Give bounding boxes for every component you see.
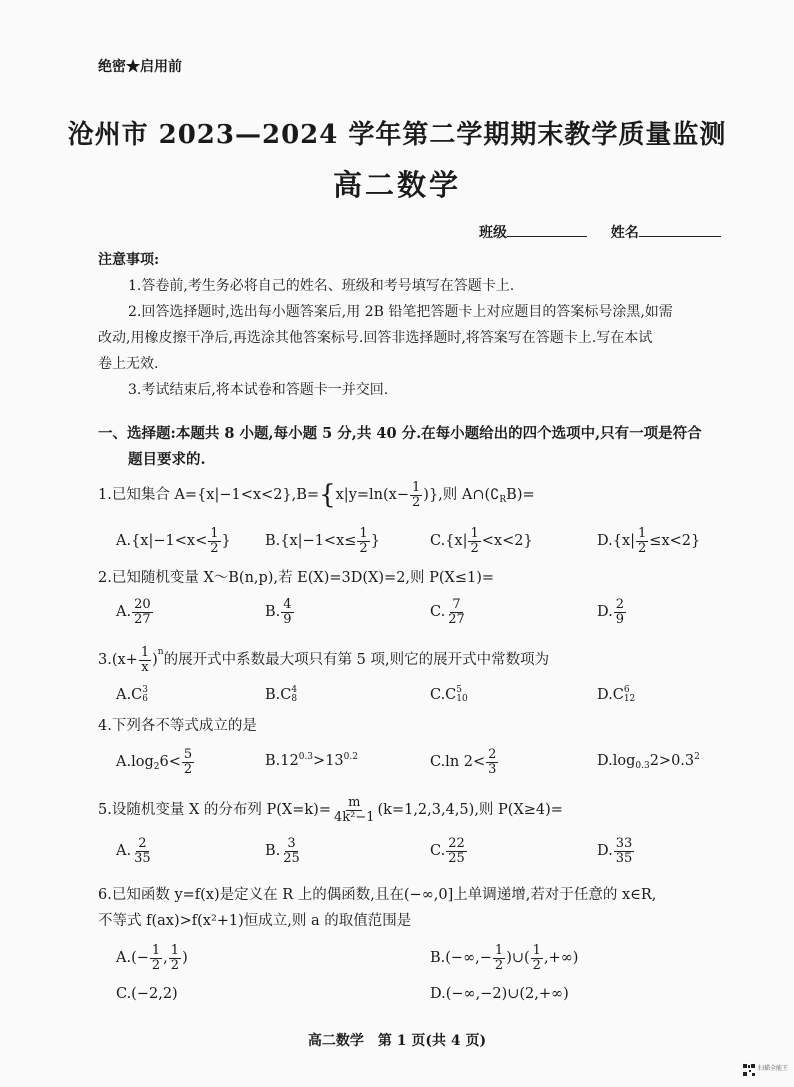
notice-line-2: 2.回答选择题时,选出每小题答案后,用 2B 铅笔把答题卡上对应题目的答案标号涂黑,如需 [128,304,673,320]
question-6-stem-line-1: 6.已知函数 y=f(x)是定义在 R 上的偶函数,且在(−∞,0]上单调递增,若对于任意的 x∈R, [98,887,657,903]
question-3-option-d[interactable]: D.C 6 12 [597,685,636,704]
page-footer: 高二数学 第 1 页(共 4 页) [307,1033,487,1049]
section-heading-line-2: 题目要求的. [128,451,206,468]
question-4-stem: 4.下列各不等式成立的是 [98,718,257,734]
notice-line-3: 改动,用橡皮擦干净后,再选涂其他答案标号.回答非选择题时,将答案写在答题卡上.写在本试 [98,330,653,346]
question-2-option-b[interactable]: B. $\frac{4}{9}$ [265,597,292,627]
notice-heading: 注意事项: [98,252,160,268]
question-2-option-a[interactable]: A. $\frac{20}{27}$ [116,597,151,627]
class-blank[interactable] [507,222,587,237]
question-5-option-a[interactable]: A. $\frac{2}{35}$ [116,836,151,866]
notice-line-1: 1.答卷前,考生务必将自己的姓名、班级和考号填写在答题卡上. [128,278,515,294]
question-5-option-d[interactable]: D. $\frac{33}{35}$ [597,836,633,866]
qr-code-icon [742,1062,756,1076]
question-3-option-c[interactable]: C.C 5 10 [430,685,468,704]
question-6-option-d[interactable]: D.(−∞,−2)∪(2,+∞) [430,986,569,1002]
question-3-option-a[interactable]: A.C 3 6 [116,685,148,704]
section-heading-line-1: 一、选择题:本题共 8 小题,每小题 5 分,共 40 分.在每小题给出的四个选项中,只有一项是符合 [98,425,702,442]
exam-title: 沧州市 2023—2024 学年第二学期期末教学质量监测 [67,120,727,150]
question-5-option-b[interactable]: B. $\frac{3}{25}$ [265,836,300,866]
question-6-stem-line-2: 不等式 f(ax)>f(x²+1)恒成立,则 a 的取值范围是 [98,913,412,929]
class-label: 班级 [479,225,507,241]
question-4-option-b[interactable]: $B.12^{0.3}>13^{0.2}$ [265,752,358,769]
student-info-row [479,222,721,242]
confidential-mark: 绝密★启用前 [98,59,182,75]
question-4-option-c[interactable]: C.ln 2< $\frac{2}{3}$ [430,747,497,777]
question-1-option-d[interactable]: D.{x| $\frac{1}{2}$ ≤x<2} [597,526,701,556]
question-3-option-b[interactable]: B.C 4 8 [265,685,298,704]
question-1-option-a[interactable]: A.{x|−1<x< $\frac{1}{2}$ } [116,526,231,556]
notice-line-5: 3.考试结束后,将本试卷和答题卡一并交回. [128,382,389,398]
question-4-option-d[interactable]: $D.\log_{0.3}2>0.3^2$ [597,752,700,771]
question-3-stem: 3.(x+ $\frac{1}{x}$ )$^n$的展开式中系数最大项只有第 5 项,则它的展开式中常数项为 [98,645,550,675]
name-blank[interactable] [639,222,721,237]
question-2-stem: 2.已知随机变量 X～B(n,p),若 E(X)=3D(X)=2,则 P(X≤1)= [98,570,495,586]
question-1-option-c[interactable]: C.{x| $\frac{1}{2}$ <x<2} [430,526,533,556]
question-2-option-c[interactable]: C. $\frac{7}{27}$ [430,597,465,627]
name-label: 姓名 [610,225,639,241]
scan-watermark: 扫描全能王 [758,1065,789,1072]
question-5-stem: 5.设随机变量 X 的分布列 P(X=k)= $\frac{m}{\text{4k²−1}}$ (k=1,2,3,4,5),则 P(X≥4)= [98,795,563,825]
notice-line-4: 卷上无效. [98,356,159,372]
question-6-option-a[interactable]: A.(− $\frac{1}{2}$ , $\frac{1}{2}$ ) [116,943,188,973]
exam-subject: 高二数学 [332,168,461,202]
question-2-option-d[interactable]: D. $\frac{2}{9}$ [597,597,624,627]
question-5-option-c[interactable]: C. $\frac{22}{25}$ [430,836,465,866]
question-1-option-b[interactable]: B.{x|−1<x≤ $\frac{1}{2}$ } [265,526,380,556]
question-1-stem: 1.已知集合 A={x|−1<x<2},B={x|y=ln(x− $\frac{1}{2}$ )},则 $A\cap(∁_RB)=$ [98,479,535,510]
question-4-option-a[interactable]: $A.\log_26<$ $\frac{5}{2}$ [116,747,193,777]
question-6-option-c[interactable]: C.(−2,2) [116,986,178,1002]
question-6-option-b[interactable]: B.(−∞,− $\frac{1}{2}$ )∪( $\frac{1}{2}$ ,+∞) [430,943,579,973]
